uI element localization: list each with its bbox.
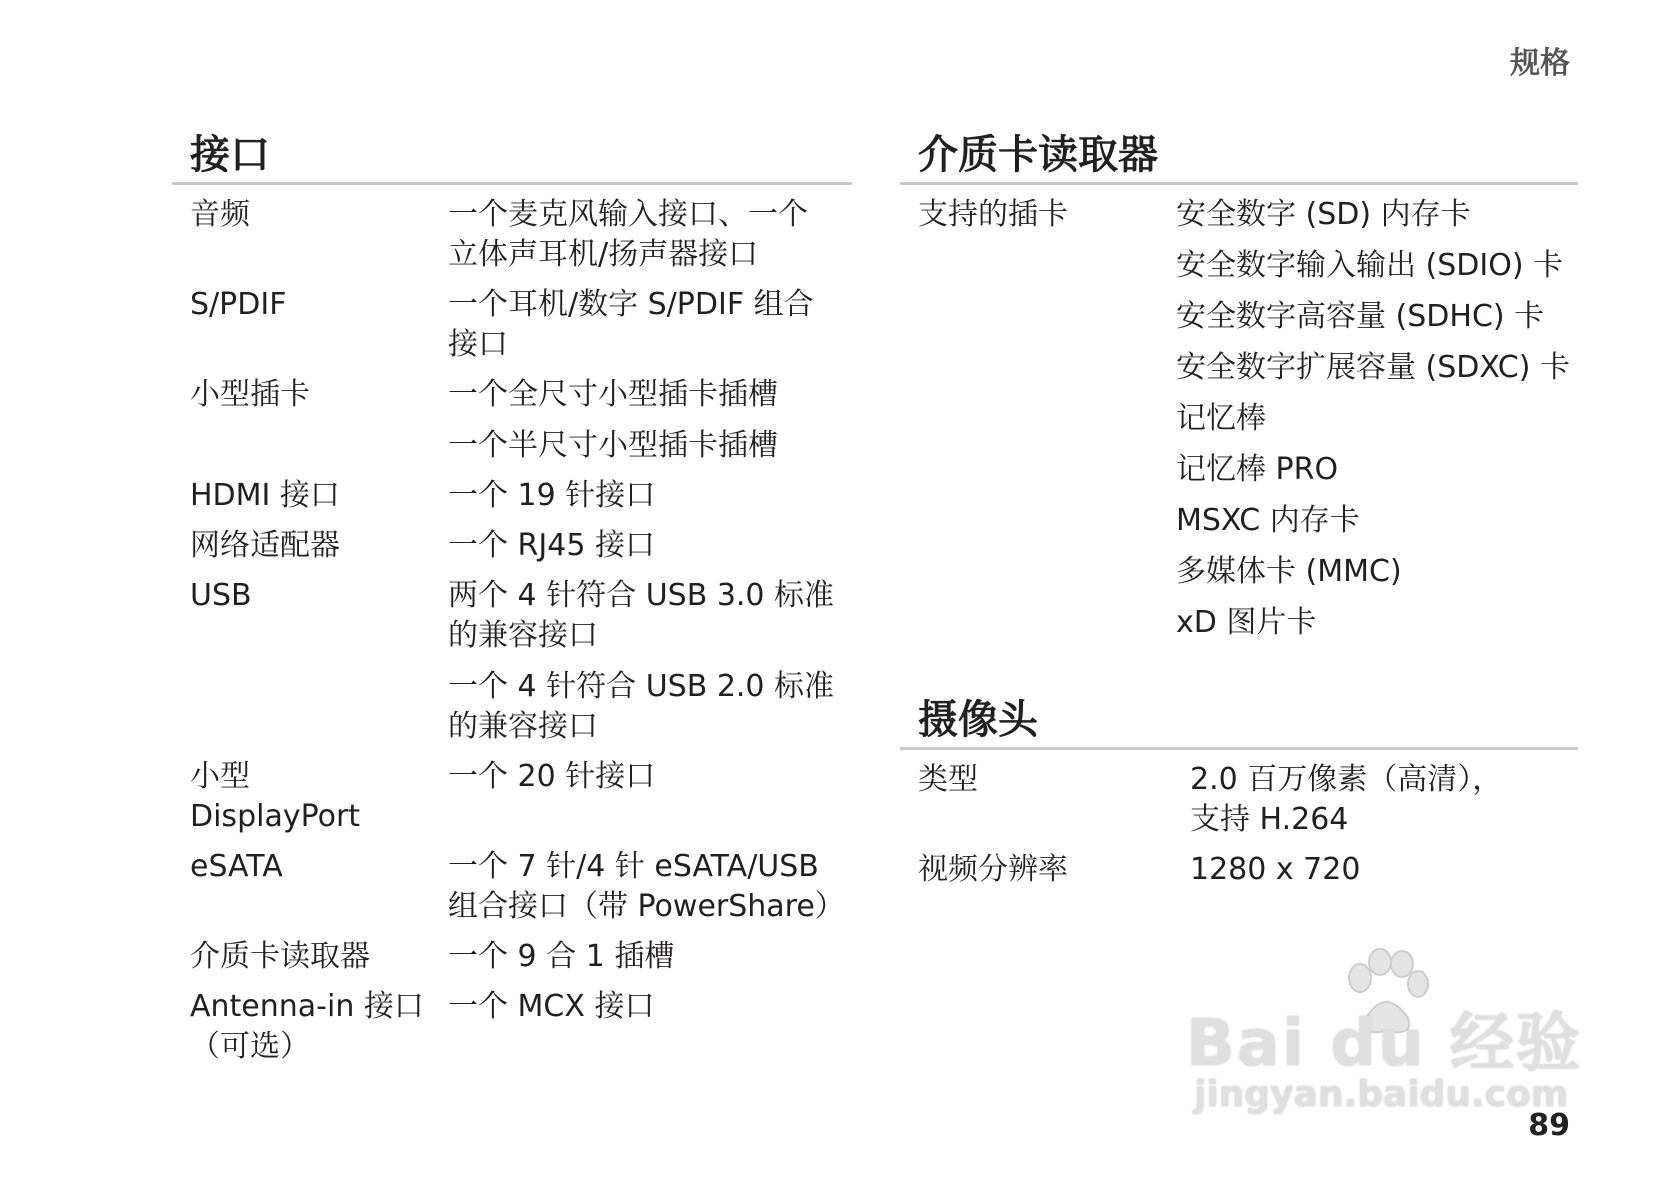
camera-section — [900, 693, 1578, 890]
spec-values — [448, 195, 852, 275]
spec-label: USB — [190, 578, 252, 613]
spec-value: 记忆棒 — [1176, 401, 1266, 436]
spec-values — [448, 937, 852, 977]
spec-row — [900, 760, 1578, 840]
section-title-camera: 摄像头 — [900, 693, 1578, 750]
watermark-brand: Bai du 经验 — [1186, 1007, 1582, 1081]
spec-label: 小型 DisplayPort — [190, 759, 361, 834]
page-number: 89 — [1528, 1108, 1570, 1143]
baidu-watermark — [1186, 948, 1586, 1128]
spec-value: 一个 19 针接口 — [448, 478, 656, 513]
spec-value: 1280 x 720 — [1190, 852, 1361, 887]
spec-label: 音频 — [190, 197, 250, 232]
spec-value: 安全数字高容量 (SDHC) 卡 — [1176, 299, 1545, 334]
spec-value: 一个 20 针接口 — [448, 759, 656, 794]
spec-values — [448, 847, 852, 927]
spec-row — [172, 987, 852, 1067]
spec-value: 一个耳机/数字 S/PDIF 组合 接口 — [448, 287, 814, 362]
spec-value: 记忆棒 PRO — [1176, 452, 1339, 487]
spec-label: 介质卡读取器 — [190, 939, 370, 974]
spec-values — [448, 375, 852, 466]
spec-value: 2.0 百万像素（高清）， 支持 H.264 — [1190, 762, 1503, 837]
spec-row — [172, 285, 852, 365]
spec-label: 视频分辨率 — [918, 852, 1068, 887]
spec-values — [1190, 850, 1578, 890]
spec-row — [172, 937, 852, 977]
spec-values — [448, 757, 852, 837]
spec-value: 多媒体卡 (MMC) — [1176, 554, 1402, 589]
spec-value: MSXC 内存卡 — [1176, 503, 1360, 538]
spec-row — [172, 195, 852, 275]
spec-row — [172, 757, 852, 837]
spec-label: 类型 — [918, 762, 978, 797]
watermark-url: jingyan.baidu.com — [1194, 1074, 1569, 1115]
spec-value: 一个 MCX 接口 — [448, 989, 655, 1024]
interfaces-table — [172, 195, 852, 1067]
spec-values — [448, 987, 852, 1067]
spec-values — [448, 576, 852, 747]
right-column — [900, 128, 1578, 940]
spec-value: 一个 4 针符合 USB 2.0 标准 的兼容接口 — [448, 669, 835, 744]
spec-values — [448, 526, 852, 566]
spec-row — [172, 476, 852, 516]
spec-label: S/PDIF — [190, 287, 287, 322]
spec-value: 安全数字 (SD) 内存卡 — [1176, 197, 1471, 232]
spec-value: 安全数字输入输出 (SDIO) 卡 — [1176, 248, 1564, 283]
spec-value: 一个半尺寸小型插卡插槽 — [448, 428, 778, 463]
spec-row — [172, 526, 852, 566]
camera-table — [900, 760, 1578, 890]
interfaces-section — [172, 128, 852, 1067]
spec-label: 支持的插卡 — [918, 197, 1068, 232]
spec-value: xD 图片卡 — [1176, 605, 1317, 640]
spec-row — [172, 847, 852, 927]
spec-value: 一个 7 针/4 针 eSATA/USB 组合接口（带 PowerShare） — [448, 849, 845, 924]
section-title-card-reader: 介质卡读取器 — [900, 128, 1578, 185]
spec-label: Antenna-in 接口 （可选） — [190, 989, 424, 1064]
spec-row — [900, 850, 1578, 890]
running-header: 规格 — [1510, 46, 1570, 81]
spec-label: HDMI 接口 — [190, 478, 340, 513]
spec-value: 一个麦克风输入接口、一个 立体声耳机/扬声器接口 — [448, 197, 808, 272]
spec-values — [1190, 760, 1578, 840]
spec-value: 一个 RJ45 接口 — [448, 528, 655, 563]
spec-row — [172, 576, 852, 747]
spec-label: 小型插卡 — [190, 377, 310, 412]
spec-value: 安全数字扩展容量 (SDXC) 卡 — [1176, 350, 1570, 385]
interfaces-column — [172, 128, 852, 1117]
spec-values — [1176, 195, 1578, 643]
card-reader-table — [900, 195, 1578, 643]
spec-value: 一个 9 合 1 插槽 — [448, 939, 675, 974]
spec-value: 两个 4 针符合 USB 3.0 标准 的兼容接口 — [448, 578, 835, 653]
spec-values — [448, 285, 852, 365]
spec-label: 网络适配器 — [190, 528, 340, 563]
section-title-interfaces: 接口 — [172, 128, 852, 185]
spec-label: eSATA — [190, 849, 283, 884]
spec-values — [448, 476, 852, 516]
spec-row — [900, 195, 1578, 643]
spec-row — [172, 375, 852, 466]
card-reader-section — [900, 128, 1578, 643]
spec-value: 一个全尺寸小型插卡插槽 — [448, 377, 778, 412]
